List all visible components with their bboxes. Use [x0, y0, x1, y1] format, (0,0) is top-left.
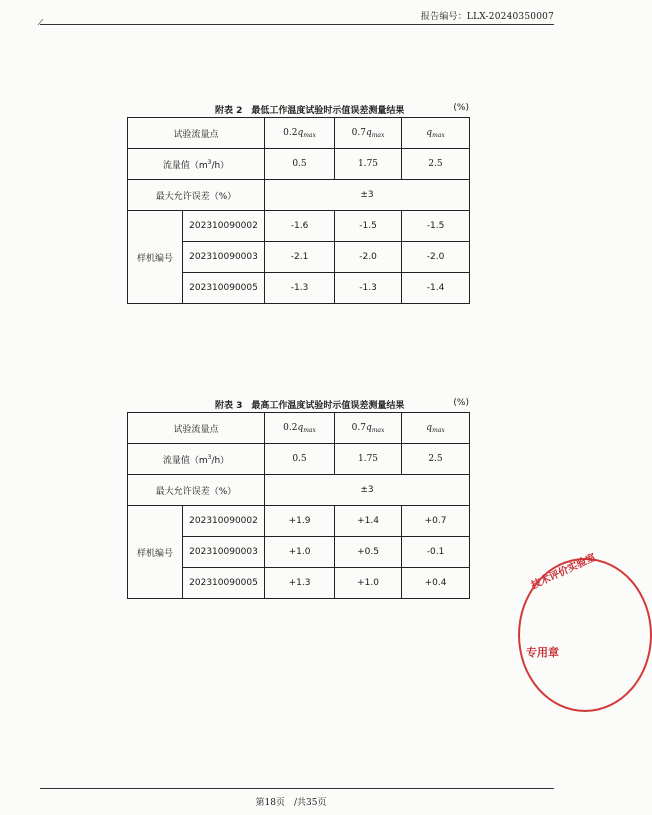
error-value: +0.7	[402, 506, 470, 537]
table-caption	[127, 103, 469, 117]
table-row	[128, 180, 470, 211]
error-value: -2.0	[335, 242, 402, 273]
sample-id: 202310090005	[183, 568, 265, 599]
sample-id: 202310090003	[183, 242, 265, 273]
error-value: -1.3	[265, 273, 335, 304]
report-number: 报告编号：LLX-20240350007	[420, 12, 554, 22]
error-value: +1.4	[335, 506, 402, 537]
error-value: -2.0	[402, 242, 470, 273]
table-row	[128, 506, 470, 537]
error-value: +1.3	[265, 568, 335, 599]
official-seal	[518, 552, 652, 712]
flow-point-cell: $q_{max}$	[402, 118, 470, 149]
mpe-value: ±3	[265, 180, 470, 211]
table-row	[128, 475, 470, 506]
table-caption	[127, 398, 469, 412]
flow-value-cell: 1.75	[335, 149, 402, 180]
error-value: -1.4	[402, 273, 470, 304]
flow-point-label: 试验流量点	[128, 413, 265, 444]
error-value: +0.4	[402, 568, 470, 599]
error-value: +1.0	[265, 537, 335, 568]
sample-label: 样机编号	[128, 506, 183, 599]
sample-label: 样机编号	[128, 211, 183, 304]
error-value: +0.5	[335, 537, 402, 568]
table-row	[128, 149, 470, 180]
table-row	[128, 211, 470, 242]
table-min-temperature	[127, 103, 469, 304]
flow-point-cell: $0.2q_{max}$	[265, 118, 335, 149]
flow-point-cell: $q_{max}$	[402, 413, 470, 444]
flow-value-cell: 2.5	[402, 444, 470, 475]
results-table	[127, 412, 470, 599]
mpe-value: ±3	[265, 475, 470, 506]
seal-text-top: 技术评价实验室	[529, 552, 598, 592]
flow-value-label: 流量值$(m^3/h)$	[128, 149, 265, 180]
flow-point-cell: $0.7q_{max}$	[335, 118, 402, 149]
error-value: -2.1	[265, 242, 335, 273]
error-value: -1.3	[335, 273, 402, 304]
flow-value-cell: 2.5	[402, 149, 470, 180]
sample-id: 202310090002	[183, 506, 265, 537]
footer-rule	[40, 788, 554, 789]
table-row	[128, 413, 470, 444]
sample-id: 202310090005	[183, 273, 265, 304]
error-value: +1.9	[265, 506, 335, 537]
mpe-label: 最大允许误差（%）	[128, 180, 265, 211]
error-value: -1.5	[335, 211, 402, 242]
flow-value-label: 流量值$(m^3/h)$	[128, 444, 265, 475]
flow-point-label: 试验流量点	[128, 118, 265, 149]
table-caption-unit: (%)	[453, 103, 469, 113]
flow-point-cell: $0.7q_{max}$	[335, 413, 402, 444]
error-value: -1.5	[402, 211, 470, 242]
table-max-temperature	[127, 398, 469, 599]
error-value: -0.1	[402, 537, 470, 568]
flow-value-cell: 0.5	[265, 149, 335, 180]
sample-id: 202310090003	[183, 537, 265, 568]
error-value: -1.6	[265, 211, 335, 242]
sample-id: 202310090002	[183, 211, 265, 242]
flow-point-cell: $0.2q_{max}$	[265, 413, 335, 444]
table-caption-text: 附表 2 最低工作温度试验时示值误差测量结果	[215, 106, 405, 116]
page-number: 第18页 /共35页	[255, 798, 327, 808]
seal-text-bottom: 专用章	[526, 646, 559, 659]
table-row	[128, 444, 470, 475]
header-rule	[40, 24, 554, 25]
flow-value-cell: 0.5	[265, 444, 335, 475]
mpe-label: 最大允许误差（%）	[128, 475, 265, 506]
table-caption-unit: (%)	[453, 398, 469, 408]
table-row	[128, 118, 470, 149]
results-table	[127, 117, 470, 304]
table-caption-text: 附表 3 最高工作温度试验时示值误差测量结果	[215, 401, 405, 411]
flow-value-cell: 1.75	[335, 444, 402, 475]
error-value: +1.0	[335, 568, 402, 599]
